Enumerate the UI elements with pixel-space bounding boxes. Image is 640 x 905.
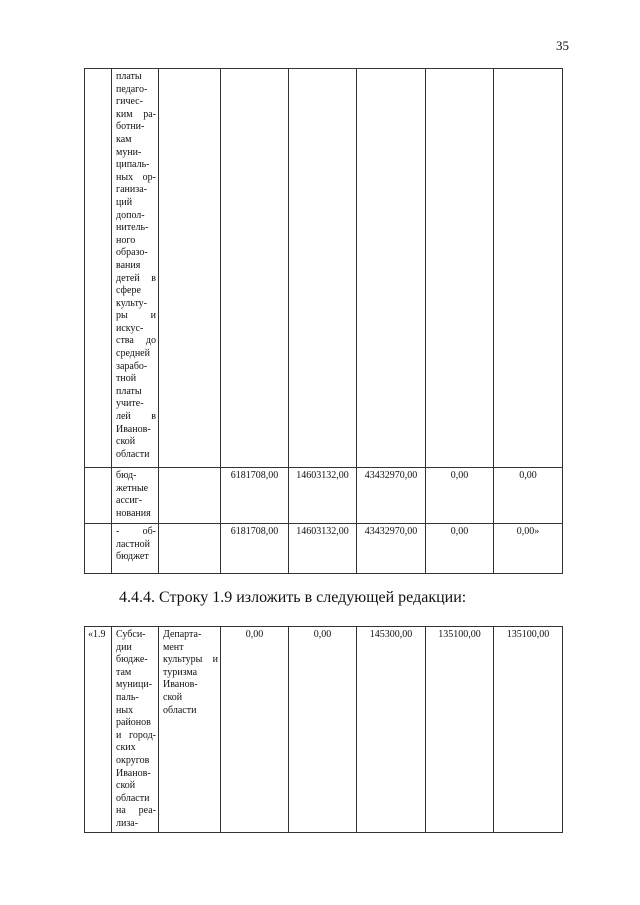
cell-text-line: жетные: [116, 482, 149, 494]
cell-text-line: ассиг-: [116, 495, 143, 507]
cell-text-line: учите-: [116, 398, 144, 410]
cell-text-line: дии: [116, 641, 132, 653]
cell-text-line: мент: [163, 641, 184, 653]
cell-text-line: лиза-: [116, 817, 139, 829]
cell-text-line: платы: [116, 385, 142, 397]
cell-text-line: нования: [116, 507, 151, 519]
row-executor-cell: [159, 627, 221, 833]
cell-text-line: и город-: [116, 729, 156, 741]
value-cell: 135100,00: [494, 627, 563, 833]
cell-text-line: ства до: [116, 335, 156, 347]
value-cell: 145300,00: [357, 627, 426, 833]
cell-text-line: Департа-: [163, 629, 202, 640]
cell-text-line: туризма: [163, 666, 198, 678]
cell-text-line: районов: [116, 717, 151, 729]
row-name-cell: [112, 468, 159, 524]
cell-text-line: платы: [116, 71, 142, 82]
table-row: [85, 468, 563, 524]
table-row: [85, 69, 563, 468]
cell-text-line: ластной: [116, 538, 150, 550]
cell-text-line: образо-: [116, 247, 148, 259]
cell-text-line: Иванов-: [116, 767, 151, 779]
budget-table-continued: [84, 68, 563, 574]
cell-text-line: культу-: [116, 297, 148, 309]
value-cell: 0,00: [426, 524, 494, 574]
cell-text-line: ций: [116, 196, 133, 208]
cell-text-line: детей в: [116, 272, 156, 284]
cell-text-line: там: [116, 666, 132, 678]
cell-text-line: Субси-: [116, 629, 146, 640]
cell-text-line: области: [163, 704, 197, 716]
cell-text-line: области: [116, 448, 150, 460]
row-code-cell: [85, 69, 112, 468]
cell-text-line: муни-: [116, 146, 142, 158]
cell-text-line: ных ор-: [116, 171, 156, 183]
value-cell: 0,00: [221, 627, 289, 833]
cell-text-line: тной: [116, 373, 137, 385]
value-cell: [494, 69, 563, 468]
cell-text-line: кам: [116, 133, 132, 145]
row-name-cell: [112, 69, 159, 468]
cell-text-line: допол-: [116, 209, 145, 221]
value-cell: [221, 69, 289, 468]
cell-text-line: нитель-: [116, 222, 149, 234]
row-executor-cell: [159, 524, 221, 574]
cell-text-line: Иванов-: [116, 423, 151, 435]
budget-table-row-1-9: [84, 626, 563, 833]
cell-text-line: ской: [116, 780, 136, 792]
cell-text-line: искус-: [116, 322, 144, 334]
cell-text-line: зарабо-: [116, 360, 148, 372]
cell-text-line: лей в: [116, 411, 156, 423]
value-cell: 14603132,00: [289, 468, 357, 524]
value-cell: 6181708,00: [221, 524, 289, 574]
row-name-cell: [112, 627, 159, 833]
value-cell: 43432970,00: [357, 524, 426, 574]
cell-text-line: культуры и: [163, 654, 218, 666]
cell-text-line: бюджет: [116, 551, 149, 563]
cell-text-line: ской: [163, 691, 183, 703]
value-cell: 0,00: [289, 627, 357, 833]
table-row: [85, 627, 563, 833]
value-cell: 0,00: [426, 468, 494, 524]
cell-text-line: ким ра-: [116, 108, 156, 120]
cell-text-line: паль-: [116, 691, 139, 703]
cell-text-line: бюд-: [116, 470, 137, 481]
value-cell: 0,00»: [494, 524, 563, 574]
value-cell: 6181708,00: [221, 468, 289, 524]
cell-text-line: ганиза-: [116, 184, 147, 196]
cell-text-line: области: [116, 792, 150, 804]
row-executor-cell: [159, 69, 221, 468]
cell-text-line: бюдже-: [116, 654, 148, 666]
value-cell: [289, 69, 357, 468]
page-number: 35: [556, 38, 569, 53]
cell-text-line: ботни-: [116, 121, 145, 133]
cell-text-line: - об-: [116, 526, 156, 537]
cell-text-line: ных: [116, 704, 134, 716]
cell-text-line: педаго-: [116, 83, 148, 95]
cell-text-line: ской: [116, 436, 136, 448]
row-code-cell: [85, 468, 112, 524]
cell-text-line: ного: [116, 234, 136, 246]
cell-text-line: на реа-: [116, 805, 156, 817]
cell-text-line: вания: [116, 259, 141, 271]
row-code-cell: «1.9: [85, 627, 112, 833]
cell-text-line: сфере: [116, 285, 141, 297]
value-cell: 43432970,00: [357, 468, 426, 524]
cell-text-line: средней: [116, 348, 150, 360]
value-cell: 135100,00: [426, 627, 494, 833]
row-code-cell: [85, 524, 112, 574]
cell-text-line: ципаль-: [116, 159, 150, 171]
value-cell: 0,00: [494, 468, 563, 524]
table-row: [85, 524, 563, 574]
value-cell: [357, 69, 426, 468]
cell-text-line: округов: [116, 754, 150, 766]
cell-text-line: гичес-: [116, 96, 143, 108]
value-cell: [426, 69, 494, 468]
row-name-cell: [112, 524, 159, 574]
cell-text-line: Иванов-: [163, 679, 198, 691]
cell-text-line: муници-: [116, 679, 153, 691]
amendment-heading: 4.4.4. Строку 1.9 изложить в следующей редакции:: [119, 589, 467, 606]
cell-text-line: ры и: [116, 310, 156, 322]
value-cell: 14603132,00: [289, 524, 357, 574]
row-executor-cell: [159, 468, 221, 524]
cell-text-line: ских: [116, 742, 136, 754]
